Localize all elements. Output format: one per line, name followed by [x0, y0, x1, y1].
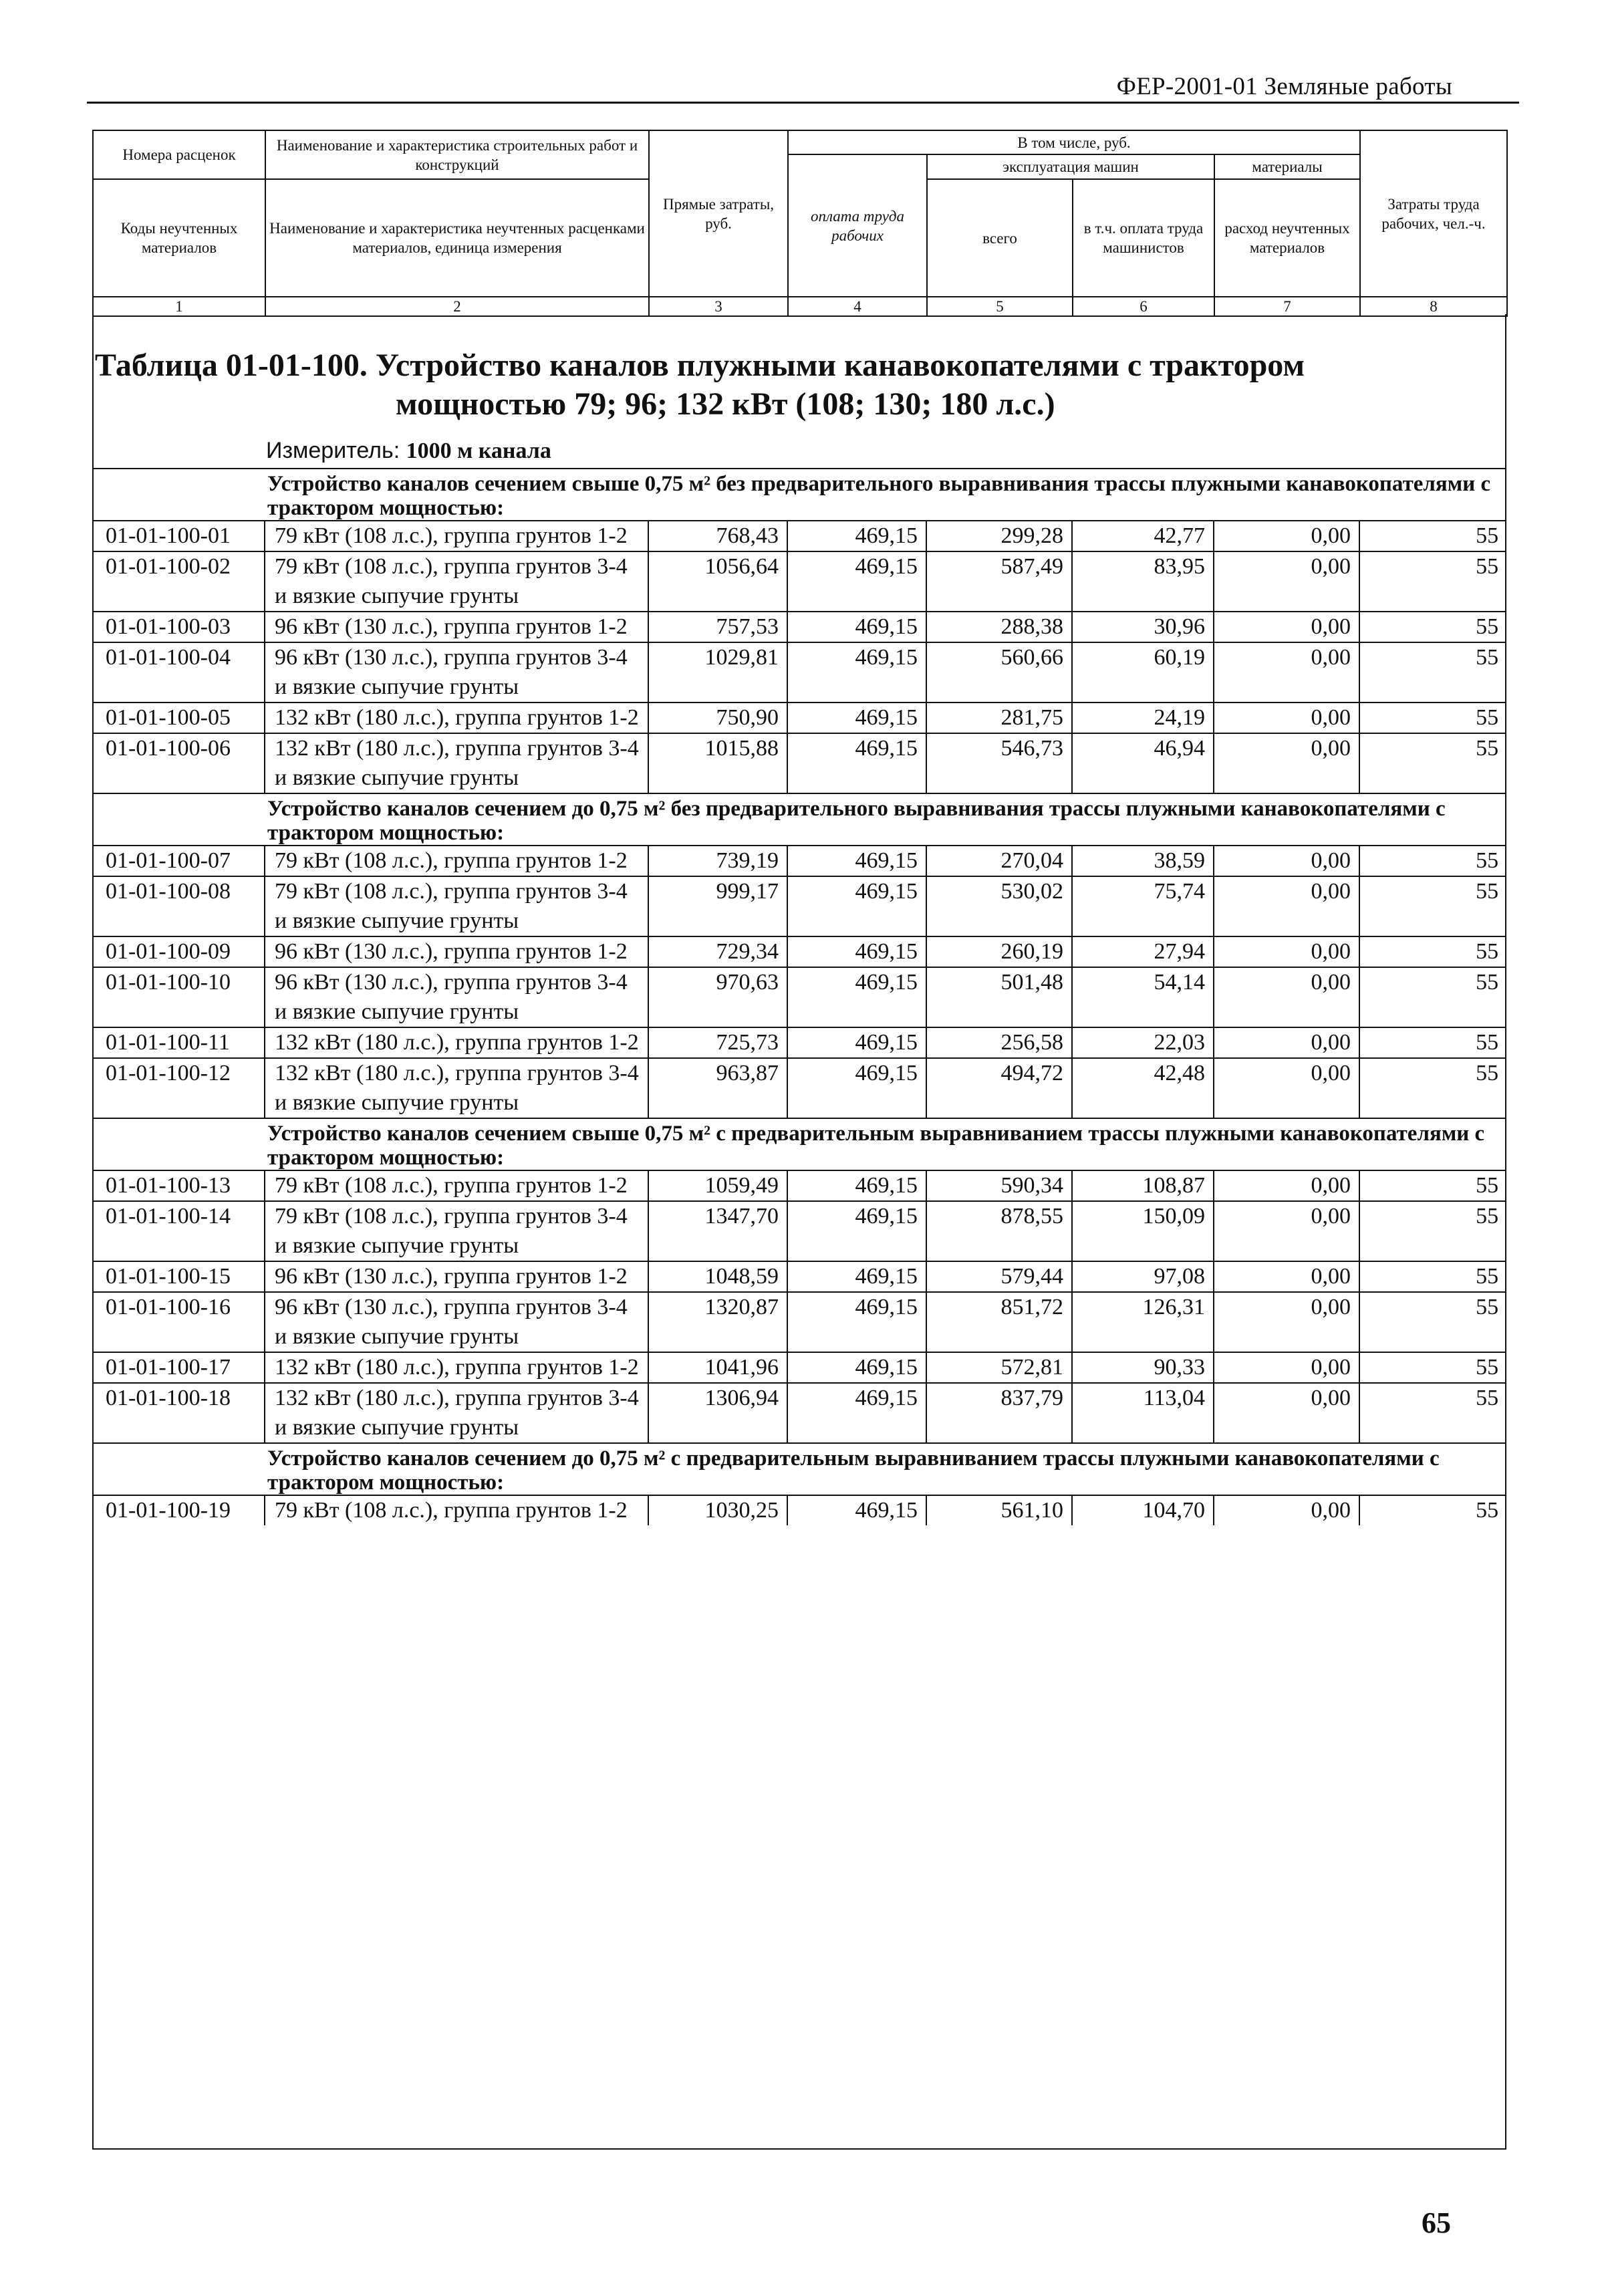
header-materials: материалы — [1214, 154, 1360, 179]
cell-machinist: 113,04 — [1072, 1383, 1214, 1443]
cell-labor: 469,15 — [787, 642, 926, 703]
header-including: В том числе, руб. — [788, 130, 1360, 154]
col-num-2: 2 — [265, 297, 649, 316]
page-number: 65 — [1422, 2206, 1451, 2239]
cell-materials: 0,00 — [1214, 1027, 1359, 1058]
cell-name: 96 кВт (130 л.с.), группа грунтов 3-4 и вязкие сыпучие грунты — [265, 642, 648, 703]
cell-direct: 1347,70 — [648, 1201, 787, 1261]
table-row — [92, 703, 1506, 733]
section-header-row — [92, 1118, 1506, 1170]
cell-machinist: 104,70 — [1072, 1495, 1214, 1525]
cell-labor: 469,15 — [787, 733, 926, 793]
cell-labor: 469,15 — [787, 521, 926, 551]
cell-labor: 469,15 — [787, 1383, 926, 1443]
cell-direct: 1029,81 — [648, 642, 787, 703]
cell-hours: 55 — [1359, 1292, 1506, 1352]
cell-labor: 469,15 — [787, 1352, 926, 1383]
cell-machine: 270,04 — [926, 846, 1072, 876]
cell-machine: 878,55 — [926, 1201, 1072, 1261]
cell-machine: 501,48 — [926, 967, 1072, 1027]
cell-machinist: 30,96 — [1072, 612, 1214, 642]
cell-machinist: 90,33 — [1072, 1352, 1214, 1383]
cell-machine: 572,81 — [926, 1352, 1072, 1383]
cell-machinist: 27,94 — [1072, 936, 1214, 967]
header-machinist-pay: в т.ч. оплата труда машинистов — [1073, 179, 1214, 297]
header-direct-costs: Прямые затраты, руб. — [649, 130, 788, 297]
cell-materials: 0,00 — [1214, 551, 1359, 612]
cell-machinist: 150,09 — [1072, 1201, 1214, 1261]
cell-materials: 0,00 — [1214, 876, 1359, 936]
section-title: Устройство каналов сечением свыше 0,75 м² без предварительного выравнивания трассы плужными канавокопателями с трактором мощностью: — [92, 469, 1506, 521]
cell-labor: 469,15 — [787, 551, 926, 612]
cell-code: 01-01-100-12 — [92, 1058, 265, 1118]
cell-labor: 469,15 — [787, 967, 926, 1027]
section-header-row — [92, 793, 1506, 846]
cell-labor: 469,15 — [787, 1261, 926, 1292]
col-num-1: 1 — [93, 297, 265, 316]
measure-value: 1000 м канала — [406, 438, 551, 463]
cell-code: 01-01-100-13 — [92, 1170, 265, 1201]
measure-line — [266, 438, 551, 464]
cell-hours: 55 — [1359, 521, 1506, 551]
cell-code: 01-01-100-02 — [92, 551, 265, 612]
cell-machine: 299,28 — [926, 521, 1072, 551]
table-row — [92, 1495, 1506, 1525]
cell-materials: 0,00 — [1214, 1201, 1359, 1261]
cell-direct: 970,63 — [648, 967, 787, 1027]
cell-labor: 469,15 — [787, 876, 926, 936]
cell-name: 96 кВт (130 л.с.), группа грунтов 1-2 — [265, 612, 648, 642]
cell-direct: 757,53 — [648, 612, 787, 642]
cell-name: 79 кВт (108 л.с.), группа грунтов 1-2 — [265, 521, 648, 551]
table-row — [92, 521, 1506, 551]
header-labor-pay: оплата труда рабочих — [788, 154, 927, 297]
cell-name: 132 кВт (180 л.с.), группа грунтов 1-2 — [265, 1352, 648, 1383]
cell-labor: 469,15 — [787, 1027, 926, 1058]
cell-code: 01-01-100-03 — [92, 612, 265, 642]
cell-direct: 1048,59 — [648, 1261, 787, 1292]
cell-materials: 0,00 — [1214, 1058, 1359, 1118]
cell-materials: 0,00 — [1214, 1495, 1359, 1525]
section-header-row — [92, 1443, 1506, 1495]
cell-labor: 469,15 — [787, 612, 926, 642]
running-header: ФЕР-2001-01 Земляные работы — [1116, 73, 1452, 100]
cell-code: 01-01-100-05 — [92, 703, 265, 733]
cell-materials: 0,00 — [1214, 1292, 1359, 1352]
cell-materials: 0,00 — [1214, 1261, 1359, 1292]
cell-labor: 469,15 — [787, 703, 926, 733]
cell-direct: 1056,64 — [648, 551, 787, 612]
column-header-table — [92, 130, 1508, 317]
cell-hours: 55 — [1359, 612, 1506, 642]
header-work-name: Наименование и характеристика строительных работ и конструкций — [265, 130, 649, 179]
header-material-consumption: расход неучтенных материалов — [1214, 179, 1360, 297]
cell-hours: 55 — [1359, 1352, 1506, 1383]
cell-name: 132 кВт (180 л.с.), группа грунтов 3-4 и вязкие сыпучие грунты — [265, 1383, 648, 1443]
cell-labor: 469,15 — [787, 846, 926, 876]
cell-labor: 469,15 — [787, 936, 926, 967]
cell-materials: 0,00 — [1214, 1352, 1359, 1383]
cell-hours: 55 — [1359, 1201, 1506, 1261]
cell-machinist: 38,59 — [1072, 846, 1214, 876]
rates-table — [92, 468, 1506, 1525]
cell-code: 01-01-100-07 — [92, 846, 265, 876]
table-row — [92, 551, 1506, 612]
cell-machinist: 108,87 — [1072, 1170, 1214, 1201]
cell-materials: 0,00 — [1214, 642, 1359, 703]
table-row — [92, 936, 1506, 967]
section-title: Устройство каналов сечением до 0,75 м² с предварительным выравниванием трассы плужными канавокопателями с трактором мощностью: — [92, 1443, 1506, 1495]
cell-code: 01-01-100-10 — [92, 967, 265, 1027]
table-row — [92, 1292, 1506, 1352]
cell-direct: 729,34 — [648, 936, 787, 967]
cell-code: 01-01-100-16 — [92, 1292, 265, 1352]
cell-direct: 1030,25 — [648, 1495, 787, 1525]
cell-direct: 750,90 — [648, 703, 787, 733]
cell-code: 01-01-100-18 — [92, 1383, 265, 1443]
cell-direct: 768,43 — [648, 521, 787, 551]
cell-machine: 256,58 — [926, 1027, 1072, 1058]
table-row — [92, 1352, 1506, 1383]
measure-label: Измеритель: — [266, 438, 400, 463]
cell-materials: 0,00 — [1214, 1170, 1359, 1201]
header-rate-numbers: Номера расценок — [93, 130, 265, 179]
cell-name: 79 кВт (108 л.с.), группа грунтов 1-2 — [265, 1495, 648, 1525]
cell-machinist: 60,19 — [1072, 642, 1214, 703]
col-num-3: 3 — [649, 297, 788, 316]
cell-name: 96 кВт (130 л.с.), группа грунтов 3-4 и вязкие сыпучие грунты — [265, 1292, 648, 1352]
table-title-line-1: Таблица 01-01-100. Устройство каналов плужными канавокопателями с трактором — [95, 348, 1305, 383]
cell-hours: 55 — [1359, 1027, 1506, 1058]
cell-direct: 725,73 — [648, 1027, 787, 1058]
col-num-6: 6 — [1073, 297, 1214, 316]
cell-machinist: 97,08 — [1072, 1261, 1214, 1292]
cell-code: 01-01-100-17 — [92, 1352, 265, 1383]
header-material-name: Наименование и характеристика неучтенных расценками материалов, единица измерения — [265, 179, 649, 297]
cell-name: 132 кВт (180 л.с.), группа грунтов 1-2 — [265, 1027, 648, 1058]
table-row — [92, 967, 1506, 1027]
table-row — [92, 1261, 1506, 1292]
section-title: Устройство каналов сечением свыше 0,75 м² с предварительным выравниванием трассы плужными канавокопателями с трактором мощностью: — [92, 1118, 1506, 1170]
col-num-7: 7 — [1214, 297, 1360, 316]
header-rule — [87, 102, 1519, 104]
cell-materials: 0,00 — [1214, 733, 1359, 793]
cell-labor: 469,15 — [787, 1201, 926, 1261]
cell-machinist: 83,95 — [1072, 551, 1214, 612]
cell-direct: 1059,49 — [648, 1170, 787, 1201]
cell-code: 01-01-100-19 — [92, 1495, 265, 1525]
cell-code: 01-01-100-04 — [92, 642, 265, 703]
cell-machine: 260,19 — [926, 936, 1072, 967]
cell-machine: 837,79 — [926, 1383, 1072, 1443]
cell-hours: 55 — [1359, 967, 1506, 1027]
table-row — [92, 612, 1506, 642]
cell-name: 132 кВт (180 л.с.), группа грунтов 1-2 — [265, 703, 648, 733]
section-header-row — [92, 469, 1506, 521]
cell-direct: 1306,94 — [648, 1383, 787, 1443]
cell-code: 01-01-100-06 — [92, 733, 265, 793]
cell-labor: 469,15 — [787, 1170, 926, 1201]
cell-materials: 0,00 — [1214, 703, 1359, 733]
cell-name: 79 кВт (108 л.с.), группа грунтов 3-4 и вязкие сыпучие грунты — [265, 876, 648, 936]
cell-machine: 494,72 — [926, 1058, 1072, 1118]
cell-hours: 55 — [1359, 876, 1506, 936]
header-labor-hours: Затраты труда рабочих, чел.-ч. — [1360, 130, 1507, 297]
cell-machine: 288,38 — [926, 612, 1072, 642]
cell-materials: 0,00 — [1214, 846, 1359, 876]
table-row — [92, 733, 1506, 793]
cell-name: 79 кВт (108 л.с.), группа грунтов 3-4 и вязкие сыпучие грунты — [265, 1201, 648, 1261]
header-material-codes: Коды неучтенных материалов — [93, 179, 265, 297]
cell-labor: 469,15 — [787, 1058, 926, 1118]
table-row — [92, 1383, 1506, 1443]
cell-machine: 587,49 — [926, 551, 1072, 612]
table-row — [92, 876, 1506, 936]
cell-hours: 55 — [1359, 1495, 1506, 1525]
cell-machine: 590,34 — [926, 1170, 1072, 1201]
cell-direct: 1041,96 — [648, 1352, 787, 1383]
cell-machine: 560,66 — [926, 642, 1072, 703]
cell-direct: 1320,87 — [648, 1292, 787, 1352]
table-row — [92, 1170, 1506, 1201]
cell-hours: 55 — [1359, 1170, 1506, 1201]
cell-machine: 851,72 — [926, 1292, 1072, 1352]
cell-code: 01-01-100-08 — [92, 876, 265, 936]
col-num-8: 8 — [1360, 297, 1507, 316]
cell-materials: 0,00 — [1214, 521, 1359, 551]
table-row — [92, 1058, 1506, 1118]
rates-table-wrap — [92, 468, 1506, 1525]
table-row — [92, 1027, 1506, 1058]
cell-machinist: 75,74 — [1072, 876, 1214, 936]
cell-hours: 55 — [1359, 642, 1506, 703]
table-row — [92, 846, 1506, 876]
cell-machinist: 46,94 — [1072, 733, 1214, 793]
cell-machinist: 42,77 — [1072, 521, 1214, 551]
table-title-line-2: мощностью 79; 96; 132 кВт (108; 130; 180 л.с.) — [396, 386, 1055, 422]
cell-machinist: 42,48 — [1072, 1058, 1214, 1118]
cell-labor: 469,15 — [787, 1495, 926, 1525]
cell-materials: 0,00 — [1214, 1383, 1359, 1443]
cell-machine: 281,75 — [926, 703, 1072, 733]
cell-hours: 55 — [1359, 1383, 1506, 1443]
table-title — [95, 346, 1512, 424]
cell-machine: 579,44 — [926, 1261, 1072, 1292]
section-title: Устройство каналов сечением до 0,75 м² без предварительного выравнивания трассы плужными канавокопателями с трактором мощностью: — [92, 793, 1506, 846]
cell-materials: 0,00 — [1214, 936, 1359, 967]
col-num-4: 4 — [788, 297, 927, 316]
cell-hours: 55 — [1359, 703, 1506, 733]
cell-machinist: 22,03 — [1072, 1027, 1214, 1058]
cell-direct: 999,17 — [648, 876, 787, 936]
cell-name: 96 кВт (130 л.с.), группа грунтов 1-2 — [265, 936, 648, 967]
cell-hours: 55 — [1359, 1261, 1506, 1292]
table-row — [92, 1201, 1506, 1261]
cell-machinist: 126,31 — [1072, 1292, 1214, 1352]
cell-machine: 546,73 — [926, 733, 1072, 793]
cell-machine: 530,02 — [926, 876, 1072, 936]
cell-name: 79 кВт (108 л.с.), группа грунтов 1-2 — [265, 1170, 648, 1201]
cell-hours: 55 — [1359, 1058, 1506, 1118]
cell-materials: 0,00 — [1214, 612, 1359, 642]
col-num-5: 5 — [927, 297, 1073, 316]
cell-name: 96 кВт (130 л.с.), группа грунтов 3-4 и вязкие сыпучие грунты — [265, 967, 648, 1027]
cell-code: 01-01-100-14 — [92, 1201, 265, 1261]
cell-name: 132 кВт (180 л.с.), группа грунтов 3-4 и вязкие сыпучие грунты — [265, 1058, 648, 1118]
cell-machinist: 54,14 — [1072, 967, 1214, 1027]
cell-code: 01-01-100-09 — [92, 936, 265, 967]
cell-machinist: 24,19 — [1072, 703, 1214, 733]
cell-hours: 55 — [1359, 846, 1506, 876]
cell-name: 79 кВт (108 л.с.), группа грунтов 1-2 — [265, 846, 648, 876]
cell-name: 132 кВт (180 л.с.), группа грунтов 3-4 и вязкие сыпучие грунты — [265, 733, 648, 793]
cell-hours: 55 — [1359, 551, 1506, 612]
cell-materials: 0,00 — [1214, 967, 1359, 1027]
cell-code: 01-01-100-01 — [92, 521, 265, 551]
header-machine-op: эксплуатация машин — [927, 154, 1214, 179]
cell-hours: 55 — [1359, 733, 1506, 793]
table-row — [92, 642, 1506, 703]
cell-name: 79 кВт (108 л.с.), группа грунтов 3-4 и вязкие сыпучие грунты — [265, 551, 648, 612]
cell-code: 01-01-100-11 — [92, 1027, 265, 1058]
cell-hours: 55 — [1359, 936, 1506, 967]
cell-direct: 963,87 — [648, 1058, 787, 1118]
cell-code: 01-01-100-15 — [92, 1261, 265, 1292]
cell-labor: 469,15 — [787, 1292, 926, 1352]
header-machine-total: всего — [927, 179, 1073, 297]
cell-machine: 561,10 — [926, 1495, 1072, 1525]
cell-name: 96 кВт (130 л.с.), группа грунтов 1-2 — [265, 1261, 648, 1292]
cell-direct: 739,19 — [648, 846, 787, 876]
cell-direct: 1015,88 — [648, 733, 787, 793]
